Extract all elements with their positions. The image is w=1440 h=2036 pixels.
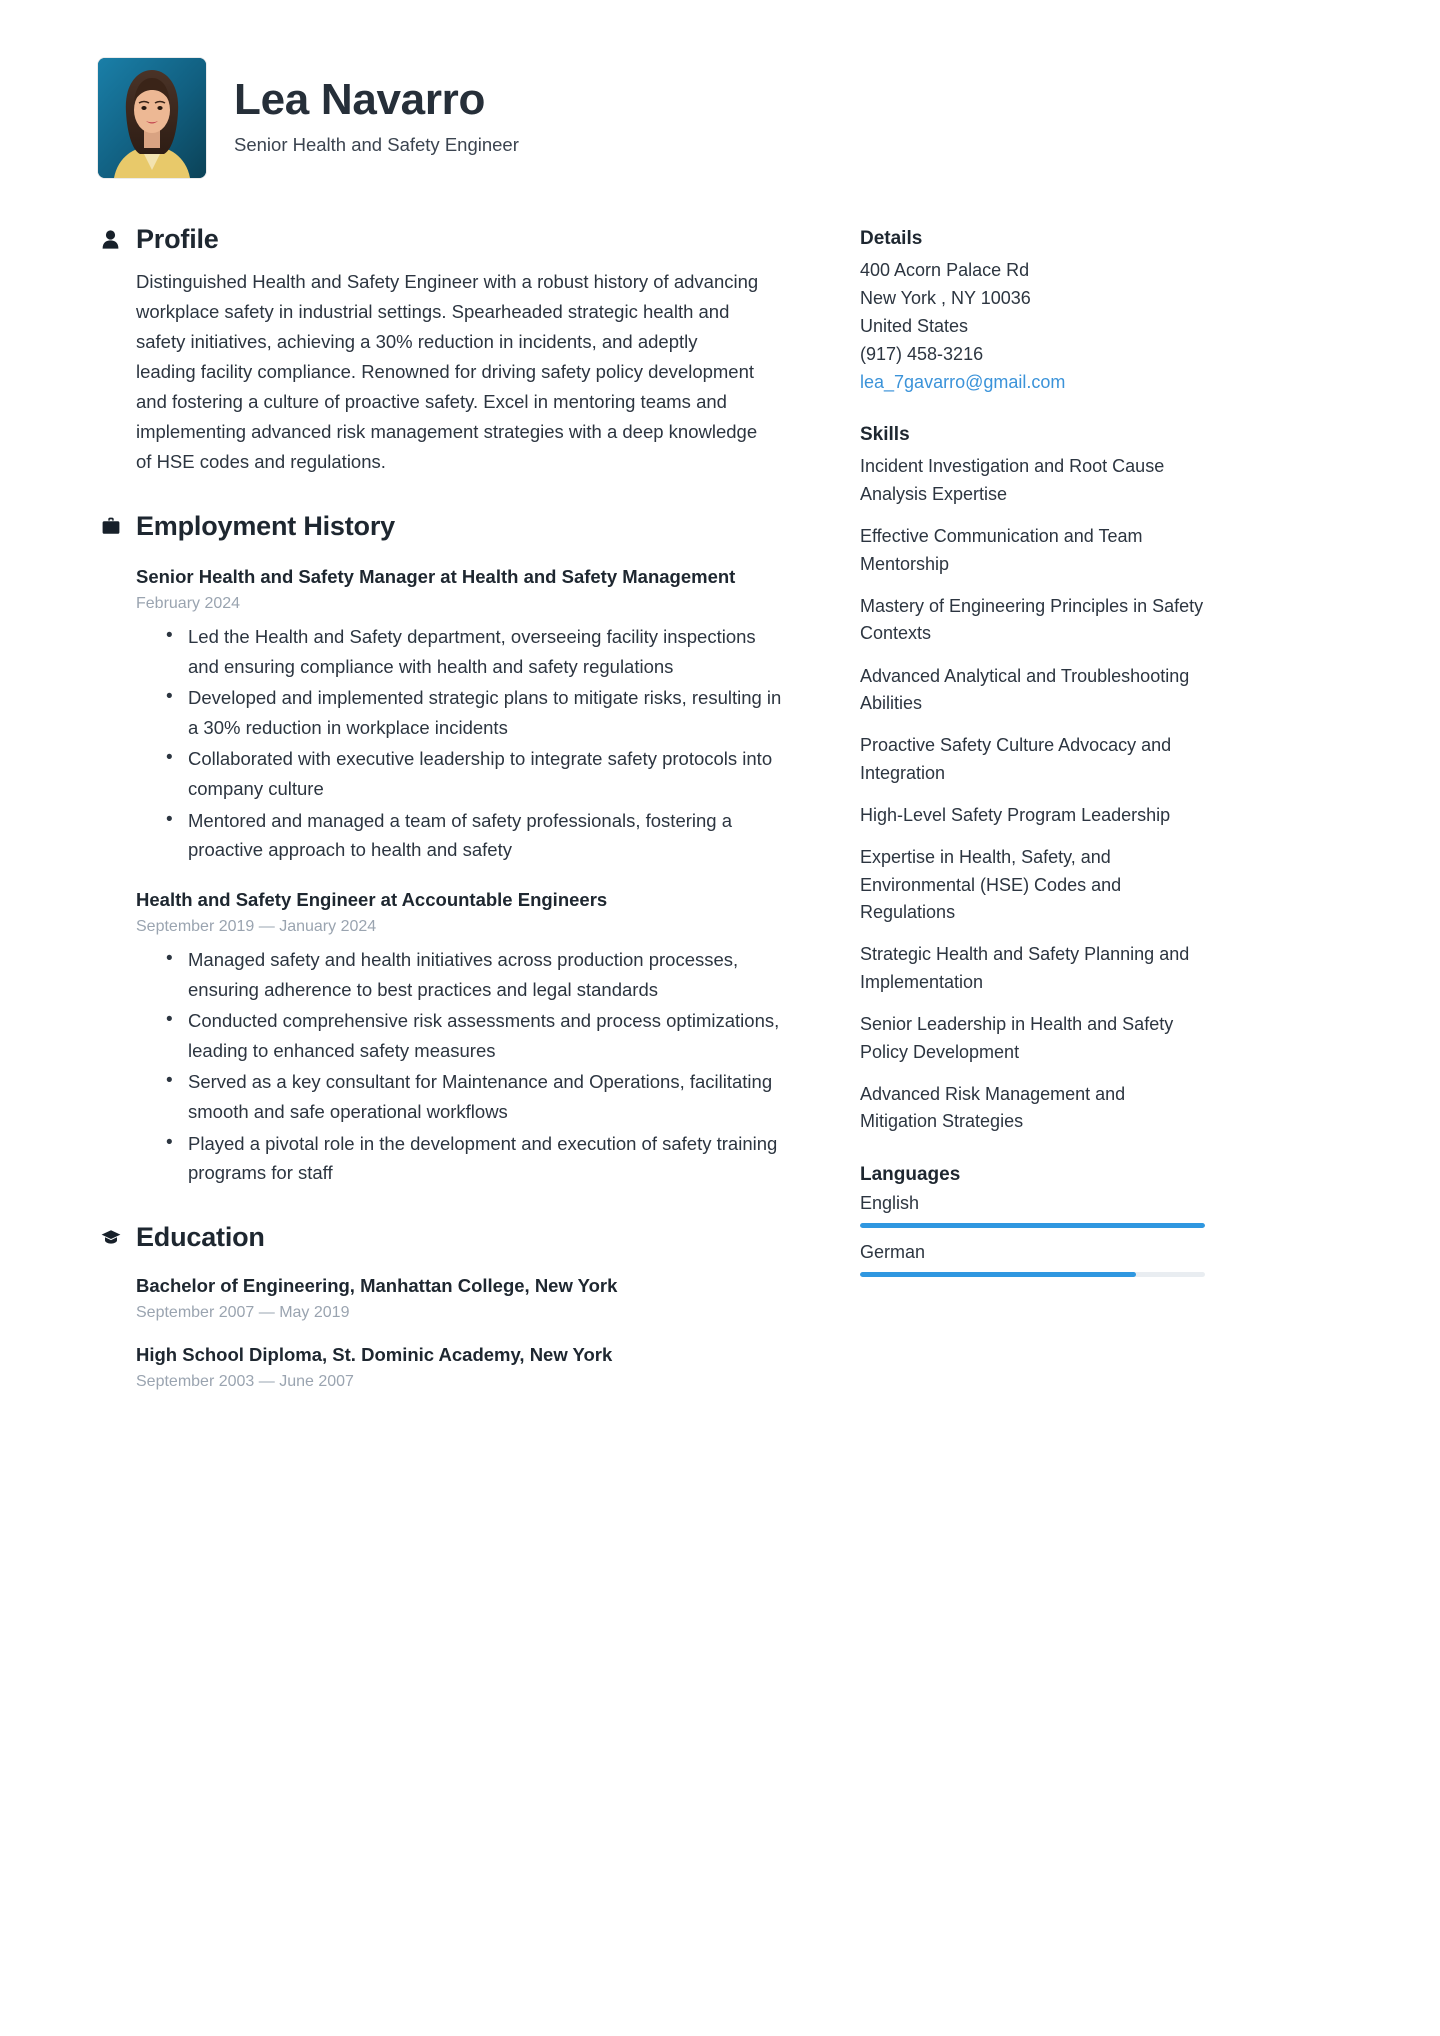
avatar — [98, 58, 206, 178]
sidebar-skills — [860, 424, 1205, 1135]
sidebar-title-skills: Skills — [860, 424, 910, 446]
section-header-education — [100, 1222, 800, 1253]
page-title: Lea Navarro — [234, 75, 486, 125]
address-line-1: 400 Acorn Palace Rd — [860, 260, 1030, 280]
email-link[interactable]: lea_7gavarro@gmail.com — [860, 371, 1066, 392]
person-icon — [100, 228, 121, 252]
resume-header — [0, 0, 1440, 178]
language-item — [860, 1242, 1205, 1277]
language-level-fill — [860, 1272, 1136, 1277]
section-title-profile: Profile — [136, 224, 219, 254]
address-line-2: New York , NY 10036 — [860, 287, 1031, 308]
profile-text: Distinguished Health and Safety Engineer with a robust history of advancing workplace safety in industrial settings. Spearheaded strategic health and safety initiatives, achieving a 30% reduction in incidents, and adeptly leading facility compliance. Renowned for driving safety policy development and fostering a culture of proactive safety. Excel in mentoring teams and implementing advanced risk management strategies with a deep knowledge of HSE codes and regulations. — [136, 271, 759, 472]
education-date: September 2007 — May 2019 — [136, 1304, 350, 1322]
name-block — [234, 76, 519, 159]
education-entry — [100, 1342, 800, 1391]
phone-number: (917) 458-3216 — [860, 343, 984, 364]
skill-item: Senior Leadership in Health and Safety Policy Development — [860, 1014, 1174, 1062]
skill-item: Expertise in Health, Safety, and Environmental (HSE) Codes and Regulations — [860, 847, 1122, 923]
list-item: • Conducted comprehensive risk assessments and process optimizations, leading to enhanced safety measures — [166, 1006, 786, 1065]
list-item: • Collaborated with executive leadership to integrate safety protocols into company culture — [166, 744, 786, 803]
education-entry — [100, 1273, 800, 1322]
skill-item: Proactive Safety Culture Advocacy and Integration — [860, 735, 1172, 783]
skill-item: Advanced Analytical and Troubleshooting Abilities — [860, 665, 1190, 713]
language-item — [860, 1193, 1205, 1228]
graduation-cap-icon — [100, 1225, 121, 1249]
skill-item: Mastery of Engineering Principles in Safety Contexts — [860, 595, 1204, 644]
education-title: Bachelor of Engineering, Manhattan College, New York — [136, 1274, 618, 1296]
skill-item: High-Level Safety Program Leadership — [860, 805, 1171, 826]
sidebar-languages — [860, 1164, 1205, 1277]
skill-item: Effective Communication and Team Mentorship — [860, 526, 1143, 574]
job-title: Senior Health and Safety Engineer — [234, 133, 519, 155]
sidebar-details — [860, 228, 1205, 396]
list-item: • Developed and implemented strategic plans to mitigate risks, resulting in a 30% reduction in workplace incidents — [166, 683, 786, 742]
job-bullets — [136, 622, 800, 865]
job-date: September 2019 — January 2024 — [136, 918, 377, 936]
skill-item: Incident Investigation and Root Cause Analysis Expertise — [860, 456, 1165, 504]
main-column — [100, 224, 800, 1425]
skill-item: Strategic Health and Safety Planning and Implementation — [860, 944, 1190, 992]
job-bullets — [136, 945, 800, 1188]
job-date: February 2024 — [136, 595, 241, 613]
list-item: • Led the Health and Safety department, overseeing facility inspections and ensuring compliance with health and safety regulations — [166, 622, 786, 681]
job-title-text: Health and Safety Engineer at Accountable Engineers — [136, 888, 608, 910]
section-title-employment: Employment History — [136, 510, 395, 541]
job-entry — [100, 887, 800, 1188]
list-item: • Managed safety and health initiatives across production processes, ensuring adherence to best practices and legal standards — [166, 945, 786, 1004]
section-education — [100, 1222, 800, 1392]
language-level-bar — [860, 1223, 1205, 1228]
sidebar — [860, 224, 1205, 1305]
language-name: German — [860, 1241, 926, 1262]
language-level-fill — [860, 1223, 1205, 1228]
section-employment — [100, 511, 800, 1188]
list-item: • Played a pivotal role in the development and execution of safety training programs for staff — [166, 1129, 786, 1188]
language-name: English — [860, 1192, 920, 1213]
section-title-education: Education — [136, 1221, 265, 1252]
skill-item: Advanced Risk Management and Mitigation Strategies — [860, 1083, 1126, 1132]
list-item: • Served as a key consultant for Maintenance and Operations, facilitating smooth and safe operational workflows — [166, 1067, 786, 1126]
section-profile — [100, 224, 800, 477]
section-header-profile — [100, 224, 800, 255]
country: United States — [860, 315, 969, 336]
job-title-text: Senior Health and Safety Manager at Health and Safety Management — [136, 565, 736, 587]
job-entry — [100, 564, 800, 865]
education-title: High School Diploma, St. Dominic Academy, New York — [136, 1344, 613, 1366]
briefcase-icon — [100, 514, 121, 538]
language-level-bar — [860, 1272, 1205, 1277]
sidebar-title-details: Details — [860, 228, 923, 249]
list-item: • Mentored and managed a team of safety professionals, fostering a proactive approach to health and safety — [166, 806, 786, 865]
portrait-photo-icon — [98, 58, 206, 178]
resume-body — [0, 178, 1440, 1425]
sidebar-title-languages: Languages — [860, 1163, 961, 1185]
section-header-employment — [100, 511, 800, 542]
education-date: September 2003 — June 2007 — [136, 1373, 354, 1391]
